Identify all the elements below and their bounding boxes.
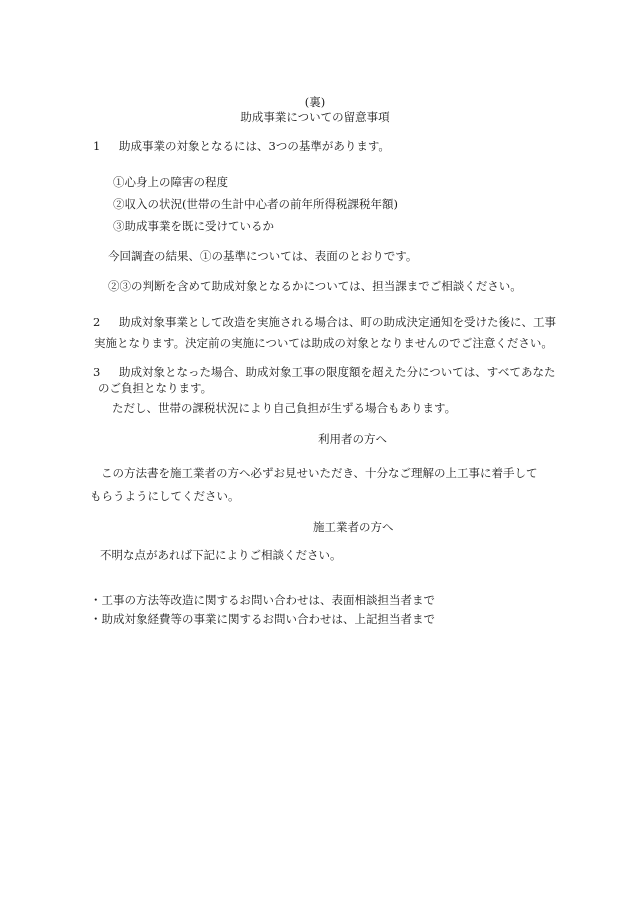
contractors-line-1: 不明な点があれば下記によりご相談ください。 [100,548,342,562]
section-2 [93,314,556,331]
page-title: 助成事業についての留意事項 [240,110,390,124]
section-1-text: 助成事業の対象となるには、3つの基準があります。 [119,139,390,153]
section-1-number: 1 [93,139,101,153]
section-2-line-1: 助成対象事業として改造を実施される場合は、町の助成決定通知を受けた後に、工事 [119,315,556,329]
section-2-line-2: 実施となります。決定前の実施については助成の対象となりませんのでご注意ください。 [94,336,553,350]
section-3-line-2: のご負担となります。 [98,381,213,395]
section-1-note-2: ②③の判断を含めて助成対象となるかについては、担当課までご相談ください。 [108,279,522,293]
section-3-line-3: ただし、世帯の課税状況により自己負担が生ずる場合もあります。 [112,401,457,415]
users-line-2: もらうようにしてください。 [90,489,240,503]
section-3 [93,364,556,381]
section-1 [93,138,390,155]
criterion-2: ②収入の状況(世帯の生計中心者の前年所得税課税年額) [113,197,398,211]
users-line-1: この方法書を施工業者の方へ必ずお見せいただき、十分なご理解の上工事に着手して [101,466,538,480]
criterion-3: ③助成事業を既に受けているか [113,219,274,233]
users-heading: 利用者の方へ [318,432,387,446]
section-1-note-1: 今回調査の結果、①の基準については、表面のとおりです。 [108,249,418,263]
section-3-number: 3 [93,365,101,379]
contact-item-2: ・助成対象経費等の事業に関するお問い合わせは、上記担当者まで [90,612,435,626]
section-3-line-1: 助成対象となった場合、助成対象工事の限度額を超えた分については、すべてあなた [119,365,556,379]
back-side-label: (裏) [304,95,326,109]
contractors-heading: 施工業者の方へ [313,520,394,534]
contact-item-1: ・工事の方法等改造に関するお問い合わせは、表面相談担当者まで [90,593,435,607]
section-2-number: 2 [93,315,101,329]
criterion-1: ①心身上の障害の程度 [113,175,228,189]
